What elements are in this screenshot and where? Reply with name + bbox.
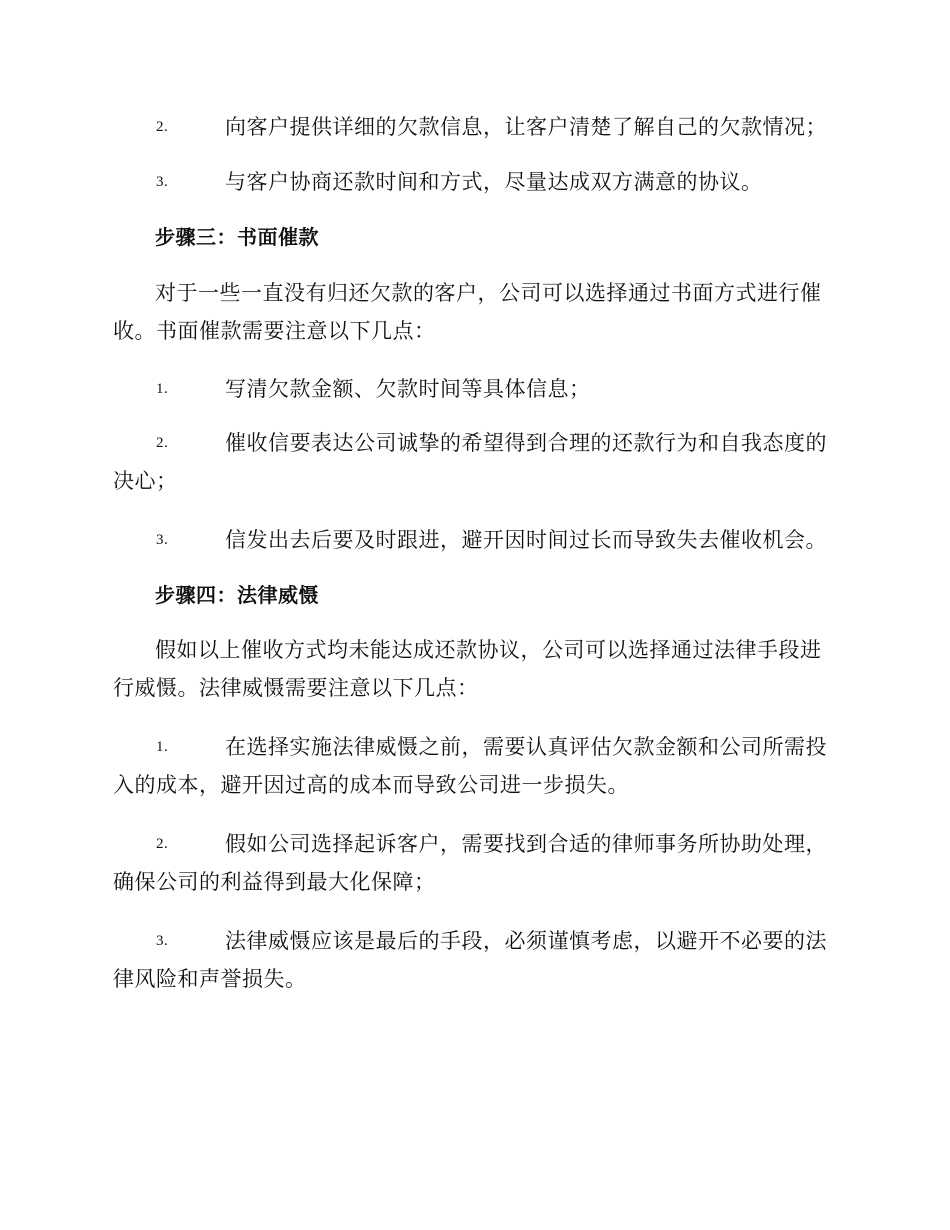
list-number: 2. (156, 836, 169, 852)
list-number: 2. (156, 435, 169, 451)
paragraph-text: 假如以上催收方式均未能达成还款协议，公司可以选择通过法律手段进行威慑。法律威慑需要注意以下几点： (113, 638, 822, 700)
paragraph-text: 对于一些一直没有归还欠款的客户，公司可以选择通过书面方式进行催收。书面催款需要注意以下几点： (113, 281, 822, 343)
list-text: 写清欠款金额、欠款时间等具体信息； (225, 377, 591, 401)
list-text: 与客户协商还款时间和方式，尽量达成双方满意的协议。 (225, 170, 763, 194)
list-item (113, 370, 837, 408)
list-item (113, 163, 837, 201)
body-paragraph (113, 274, 837, 350)
section-heading: 步骤三：书面催款 (155, 225, 319, 249)
list-text: 法律威慑应该是最后的手段，必须谨慎考虑，以避开不必要的法律风险和声誉损失。 (113, 929, 827, 991)
list-item (113, 521, 837, 559)
list-number: 1. (156, 381, 169, 397)
section-heading: 步骤四：法律威慑 (155, 583, 319, 607)
list-text: 在选择实施法律威慑之前，需要认真评估欠款金额和公司所需投入的成本，避开因过高的成本而导致公司进一步损失。 (113, 735, 827, 797)
list-text: 信发出去后要及时跟进，避开因时间过长而导致失去催收机会。 (225, 528, 827, 552)
list-item (113, 108, 837, 146)
list-text: 假如公司选择起诉客户，需要找到合适的律师事务所协助处理，确保公司的利益得到最大化保障； (113, 832, 827, 894)
list-item (113, 424, 837, 500)
list-number: 2. (156, 119, 169, 135)
list-number: 1. (156, 739, 169, 755)
list-number: 3. (156, 933, 169, 949)
list-item (113, 825, 837, 901)
list-text: 向客户提供详细的欠款信息，让客户清楚了解自己的欠款情况； (225, 115, 827, 139)
body-paragraph (113, 631, 837, 707)
list-item (113, 922, 837, 998)
list-item (113, 728, 837, 804)
list-number: 3. (156, 174, 169, 190)
list-text: 催收信要表达公司诚挚的希望得到合理的还款行为和自我态度的决心； (113, 431, 827, 493)
list-number: 3. (156, 532, 169, 548)
